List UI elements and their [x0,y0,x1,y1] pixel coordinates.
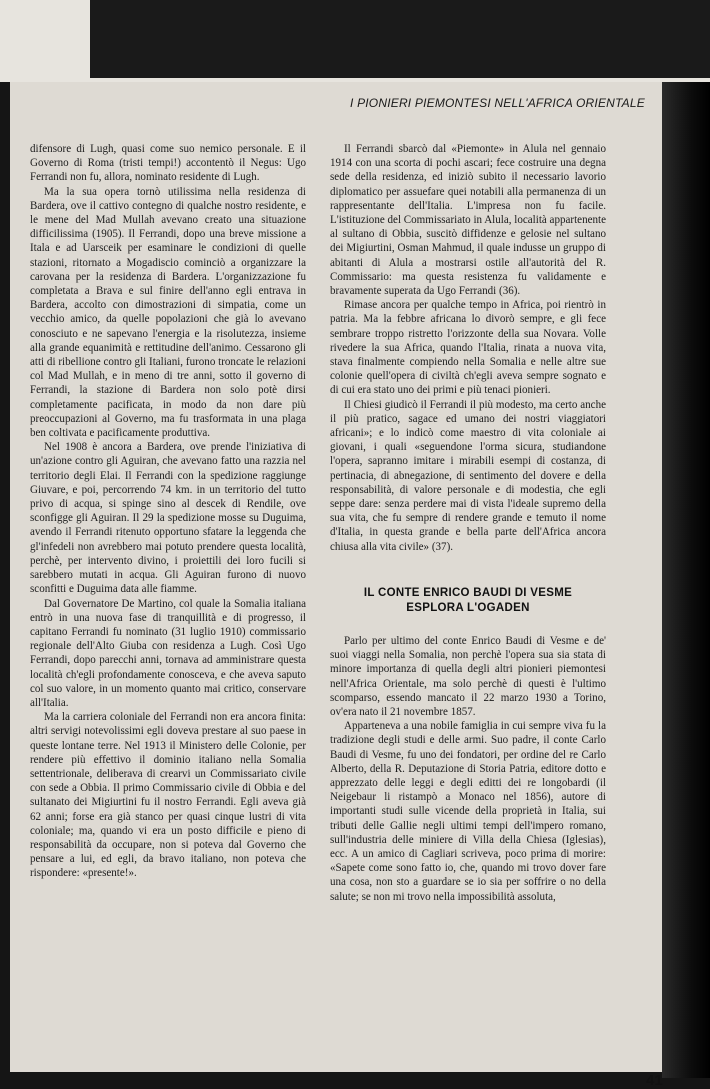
paragraph: Ma la carriera coloniale del Ferrandi non era ancora finita: altri servigi notevolissimi egli doveva prestare al suo paese in queste lontane terre. Nel 1913 il Ministero delle Colonie, per rendere più effettivo il dominio italiano nella Somalia settentrionale, deliberava di crearvi un Commissariato civile con sede a Obbia. Il primo Commissario civile di Obbia e del sultanato dei Migiurtini fu il nostro Ferrandi. Egli aveva già 62 anni; forse era già stanco per quasi cinque lustri di vita coloniale; ma, quando vi era un posto difficile e pieno di responsabilità da occupare, non si poteva dal Governo che pensare a lui, ed egli, da bravo italiano, non poteva che rispondere: «presente!». [30,711,306,880]
left-column [30,142,306,881]
page-number: 41 [646,1072,663,1089]
paragraph: Dal Governatore De Martino, col quale la Somalia italiana entrò in una nuova fase di tranquillità e di progresso, il capitano Ferrandi fu nominato (31 luglio 1910) commissario regionale dell'Alto Giuba con residenza a Lugh. Così Ugo Ferrandi, dopo parecchi anni, tornava ad amministrare questa località ch'egli profondamente conosceva, e che aveva saputo col suo valore, in un momento quanto mai critico, conservare all'Italia. [30,597,306,709]
running-title: I PIONIERI PIEMONTESI NELL'AFRICA ORIENTALE [350,96,645,110]
right-column [330,142,606,904]
paragraph: difensore di Lugh, quasi come suo nemico personale. E il Governo di Roma (tristi tempi!) accontentò il Negus: Ugo Ferrandi non fu, allora, nominato residente di Lugh. [30,143,306,184]
paragraph: Rimase ancora per qualche tempo in Africa, poi rientrò in patria. Ma la febbre africana lo divorò sempre, e gli fece sembrare troppo ristretto l'orizzonte della sua Novara. Volle rivedere la sua Africa, quando l'Italia, rinata a nuova vita, stava finalmente compiendo nella Somalia e nelle altre sue colonie quell'opera di civiltà ch'egli aveva sempre sognato e di cui era stato uno dei primi e più tenaci pionieri. [330,299,606,397]
paragraph: Nel 1908 è ancora a Bardera, ove prende l'iniziativa di un'azione contro gli Aguiran, che avevano fatto una razzia nel territorio degli Elai. Il Ferrandi con la spedizione raggiunge Giuvare, e poi, percorrendo 74 km. in un territorio del tutto privo di acqua, si spinge sino al descek di Rendile, ove sconfigge gli Aguiran. Il 29 la spedizione mosse su Duguima, avendo il Ferrandi ritenuto opportuno sfatare la leggenda che gl'infedeli non avrebbero mai potuto prendere questa località, perchè, per intervento divino, i proiettili dei loro fucili si sarebbero mutati in acqua. Gli Aguiran furono di nuovo sconfitti e Duguima data alle fiamme. [30,441,306,596]
paragraph: Il Ferrandi sbarcò dal «Piemonte» in Alula nel gennaio 1914 con una scorta di pochi ascari; fece costruire una degna sede della residenza, ed iniziò subito il necessario lavorio diplomatico per assuefare quei notabili alla permanenza di un rappresentante dell'Italia. L'impresa non fu facile. L'istituzione del Commissariato in Alula, località appartenente al sultano di Obbia, suscitò diffidenze e gelosie nel sultano dei Migiurtini, Osman Mahmud, il quale indusse un gruppo di abitanti di Alula a mostrarsi ostile all'autorità del R. Commissario: ma questa resistenza fu validamente e bravamente superata da Ugo Ferrandi (36). [330,143,606,298]
paragraph: Parlo per ultimo del conte Enrico Baudi di Vesme e de' suoi viaggi nella Somalia, non perchè l'opera sua sia stata di minore importanza di quella degli altri pionieri piemontesi nell'Africa Orientale, ma solo perchè di questi è l'ultimo scomparso, essendo mancato il 22 marzo 1930 a Torino, ov'era nato il 21 novembre 1857. [330,634,606,718]
paragraph: Apparteneva a una nobile famiglia in cui sempre viva fu la tradizione degli studi e delle armi. Suo padre, il conte Carlo Baudi di Vesme, fu uno dei fondatori, per ordine del re Carlo Alberto, della R. Deputazione di Storia Patria, editore dotto e apprezzato delle leggi e degli editti dei re longobardi (il Neigebaur li ristampò a Monaco nel 1856), autore di importanti studi sulle vicende della proprietà in Italia, sui tributi delle Gallie negli ultimi tempi dell'impero romano, sull'industria delle miniere di Villa della Chiesa (Iglesias), ecc. A un amico di Cagliari scriveva, poco prima di morire: «Sapete come sono fatto io, che, quando mi trovo dover fare una cosa, non sto a guardare se io sia per soffrire o no della salute; se non mi trovo nella impossibilità assoluta, [330,720,606,903]
scan-book-edge [662,82,710,1078]
book-page [10,82,663,1089]
paragraph: Ma la sua opera tornò utilissima nella residenza di Bardera, ove il cattivo contegno di qualche nostro residente, e le mene del Mad Mullah avevano creato una situazione difficilissima (1905). Il Ferrandi, dopo una breve missione a Itala e ad Uarsceik per esaminare le condizioni di quelle stazioni, ritornato a Mogadiscio cominciò a organizzare la carovana per la residenza di Bardera. L'organizzazione fu completata a Brava e sul finire dell'anno egli entrava in Bardera, accolto con dimostrazioni di simpatia, come un vecchio amico, da quelle popolazioni che già lo avevano conosciuto e ne sapevano l'energia e la risolutezza, insieme alla grande equanimità e rettitudine dell'animo. Cessarono gli atti di ribellione contro gli Italiani, furono troncate le relazioni col Mad Mullah, e in meno di tre anni, sotto il governo di Ferrandi, la stazione di Bardera non solo potè dirsi completamente pacificata, in modo da non dare più preoccupazioni al Governo, ma fu trasformata in una plaga ben coltivata e pacificamente produttiva. [30,185,306,440]
paragraph: Il Chiesi giudicò il Ferrandi il più modesto, ma certo anche il più pratico, sagace ed umano dei nostri viaggiatori africani»; e lo indicò come maestro di vita coloniale ai giovani, i quali «seguendone l'orma sicura, studiandone l'opera, sapranno imitare i mirabili esempi di costanza, di pertinacia, di abnegazione, di sentimento del dovere e della responsabilità, di valore personale e di modestia, che egli seppe dare: senza perdere mai di vista l'ideale supremo della sua vita, che fu sempre di rendere grande e temuto il nome d'Italia, in questa grande e bella parte dell'Africa ancora chiusa alla vita civile» (37). [330,398,606,553]
section-heading-line-1: IL CONTE ENRICO BAUDI DI VESME [363,586,573,599]
section-heading [330,586,606,616]
scan-background [90,0,710,78]
section-heading-line-2: ESPLORA L'OGADEN [406,601,530,614]
